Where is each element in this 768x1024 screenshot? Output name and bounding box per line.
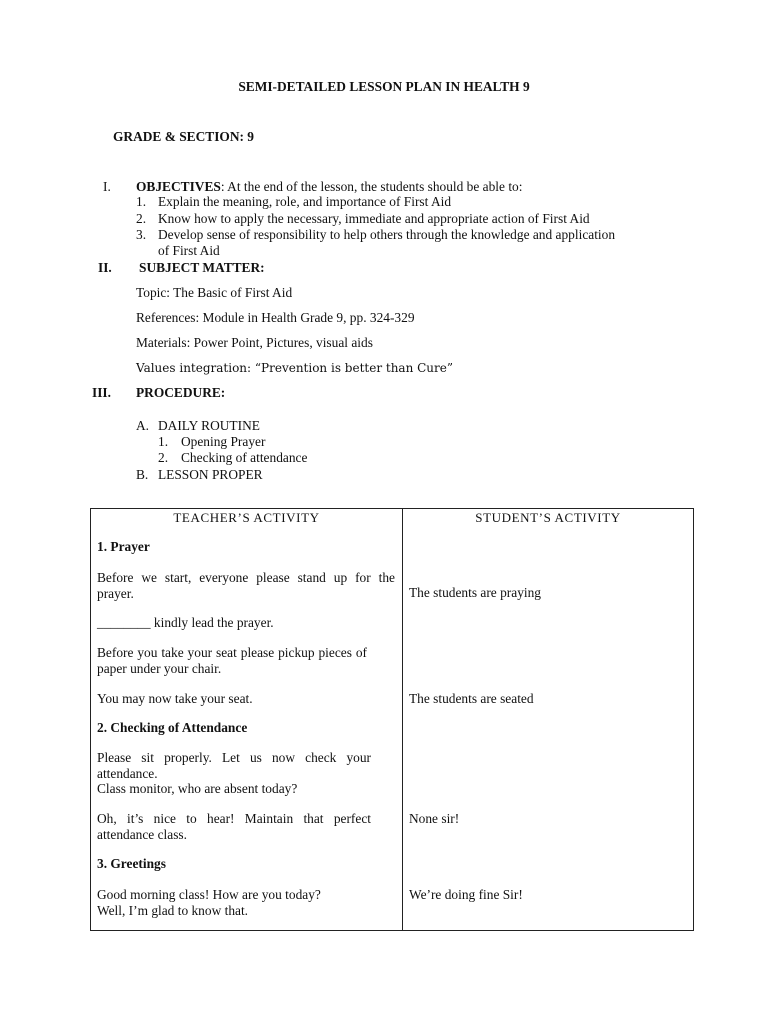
objectives-numeral: I. (103, 179, 111, 194)
grade-section: GRADE & SECTION: 9 (113, 129, 254, 144)
objectives-heading: OBJECTIVES (136, 179, 221, 194)
objectives-line (136, 179, 522, 195)
objective-text-3: Develop sense of responsibility to help others through the knowledge and application (158, 227, 616, 242)
attendance-instruction-3: Oh, it’s nice to hear! Maintain that perfect attendance class. (97, 811, 371, 842)
routine-num-2: 2. (158, 450, 169, 465)
activity-table (90, 508, 694, 931)
objective-num-1: 1. (136, 194, 147, 209)
subject-heading: SUBJECT MATTER: (139, 260, 265, 275)
attendance-instruction-1: Please sit properly. Let us now check your attendance. (97, 750, 371, 781)
objective-num-3: 3. (136, 227, 147, 242)
subject-references: References: Module in Health Grade 9, pp. 324-329 (136, 310, 415, 325)
student-response-praying: The students are praying (409, 585, 542, 600)
routine-text-1: Opening Prayer (181, 434, 266, 449)
student-response-none: None sir! (409, 811, 460, 826)
subject-materials: Materials: Power Point, Pictures, visual aids (136, 335, 373, 350)
procedure-heading: PROCEDURE: (136, 385, 226, 400)
document-title: SEMI-DETAILED LESSON PLAN IN HEALTH 9 (238, 79, 530, 94)
procedure-a-text: DAILY ROUTINE (158, 418, 260, 433)
routine-num-1: 1. (158, 434, 169, 449)
greetings-line-2: Well, I’m glad to know that. (97, 903, 249, 918)
procedure-numeral: III. (92, 385, 111, 400)
teacher-activity-header: TEACHER’S ACTIVITY (173, 510, 320, 525)
greetings-line-1: Good morning class! How are you today? (97, 887, 321, 902)
objectives-intro: : At the end of the lesson, the students should be able to: (220, 179, 523, 194)
greetings-heading: 3. Greetings (97, 856, 166, 871)
objective-text-1: Explain the meaning, role, and importance of First Aid (158, 194, 452, 209)
student-response-seated: The students are seated (409, 691, 534, 706)
attendance-instruction-2: Class monitor, who are absent today? (97, 781, 298, 796)
subject-numeral: II. (98, 260, 112, 275)
subject-topic: Topic: The Basic of First Aid (136, 285, 293, 300)
procedure-b-text: LESSON PROPER (158, 467, 263, 482)
procedure-b-label: B. (136, 467, 149, 482)
student-response-fine: We’re doing fine Sir! (409, 887, 523, 902)
subject-values: Values integration: “Prevention is better than Cure” (136, 361, 453, 375)
prayer-instruction-3: Before you take your seat please pickup pieces of paper under your chair. (97, 645, 367, 676)
prayer-instruction-1: Before we start, everyone please stand up for the prayer. (97, 570, 395, 601)
objective-text-3-cont: of First Aid (158, 243, 220, 258)
routine-text-2: Checking of attendance (181, 450, 308, 465)
procedure-a-label: A. (136, 418, 150, 433)
table-divider (402, 509, 403, 930)
objective-num-2: 2. (136, 211, 147, 226)
attendance-heading: 2. Checking of Attendance (97, 720, 248, 735)
prayer-heading: 1. Prayer (97, 539, 150, 554)
prayer-instruction-4: You may now take your seat. (97, 691, 253, 706)
prayer-instruction-2: ________ kindly lead the prayer. (97, 615, 274, 630)
student-activity-header: STUDENT’S ACTIVITY (475, 510, 621, 525)
objective-text-2: Know how to apply the necessary, immediate and appropriate action of First Aid (158, 211, 590, 226)
